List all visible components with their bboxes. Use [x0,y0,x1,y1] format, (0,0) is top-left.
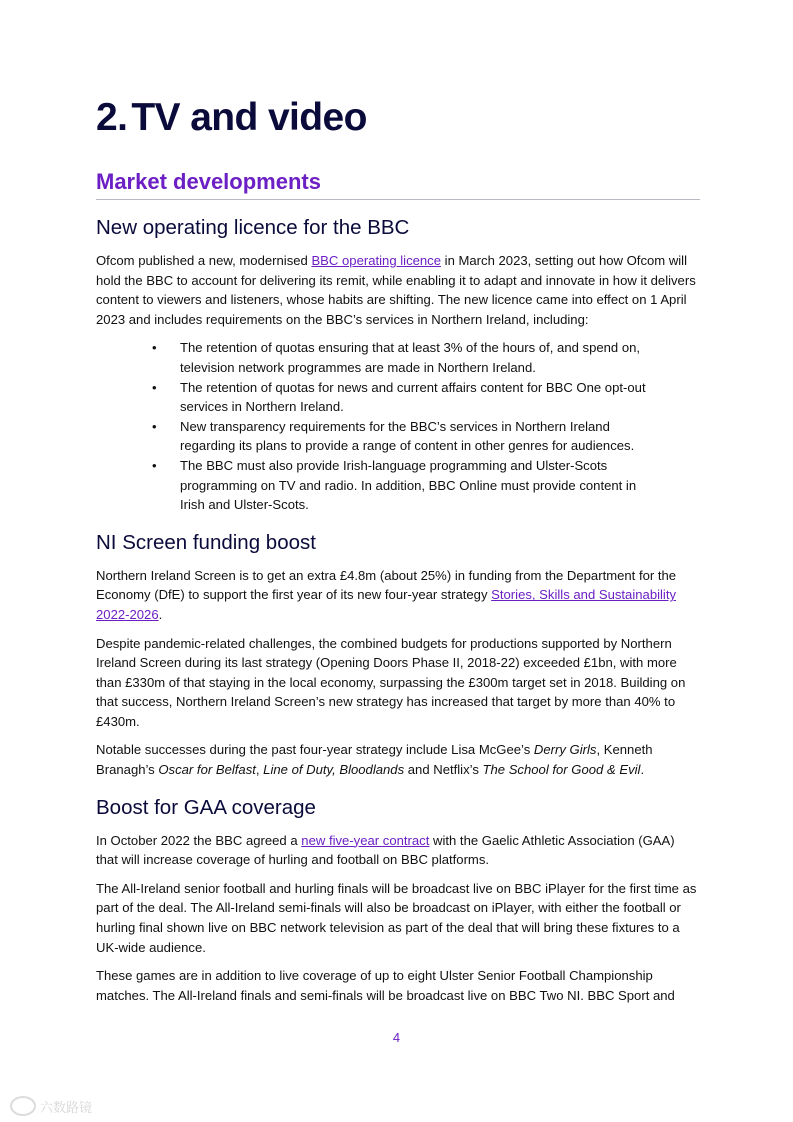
chapter-heading [96,94,700,142]
bullet-icon: • [152,340,157,356]
paragraph [96,831,700,870]
text-run: . [640,762,645,778]
list-item [152,338,700,377]
requirements-list [96,338,700,514]
watermark-logo-icon [10,1096,36,1116]
chapter-title: TV and video [131,96,367,139]
bullet-icon: • [152,379,157,395]
subsection-title-ni-screen: NI Screen funding boost [96,530,316,554]
title-line-of-duty-bloodlands: Line of Duty, Bloodlands [263,762,405,778]
document-page [96,94,700,1014]
section-title: Market developments [96,168,700,200]
paragraph [96,740,700,779]
text-run: , [255,762,264,778]
list-item [152,378,700,417]
watermark-text: 六数路镜 [40,1099,93,1115]
watermark [10,1096,92,1116]
paragraph: These games are in addition to live coverage of up to eight Ulster Senior Football Championship matches. The All-Ireland finals and semi-finals will be broadcast live on BBC Two NI. BBC Sport and [96,968,675,1003]
gaa-contract-link[interactable]: new five-year contract [301,832,430,848]
text-run: In October 2022 the BBC agreed a [96,832,302,848]
paragraph: Despite pandemic-related challenges, the combined budgets for productions supported by Northern Ireland Screen during its last strategy (Opening Doors Phase II, 2018-22) exceeded £1bn, with more than £330m of that staying in the local economy, surpassing the £300m target set in 2018. Building on that success, Northern Ireland Screen’s new strategy has increased that target by more than 40% to £430m. [96,635,686,729]
paragraph [96,566,700,625]
strategy-link[interactable]: Stories, Skills and Sustainability 2022-2026 [96,587,677,622]
text-run: , Kenneth Branagh’s [96,742,653,778]
page-number: 4 [392,1030,401,1045]
list-item-text: New transparency requirements for the BBC’s services in Northern Ireland regarding its plans to provide a range of content in other genres for audiences. [180,418,635,454]
paragraph: The All-Ireland senior football and hurling finals will be broadcast live on BBC iPlayer for the first time as part of the deal. The All-Ireland semi-finals will also be broadcast on iPlayer, with either the football or hurling final shown live on BBC network television as part of the deal that will bring these fixtures to a UK-wide audience. [96,880,697,955]
text-run: Notable successes during the past four-year strategy include Lisa McGee’s [96,742,534,758]
text-run: and Netflix’s [404,762,483,778]
text-run: Northern Ireland Screen is to get an extra £4.8m (about 25%) in funding from the Department for the Economy (DfE) to support the first year of its new four-year strategy [96,567,677,603]
bullet-icon: • [152,418,157,434]
bbc-licence-link[interactable]: BBC operating licence [311,253,442,268]
subsection-title-gaa: Boost for GAA coverage [96,795,316,819]
subsection-title-bbc-licence: New operating licence for the BBC [96,216,410,239]
text-run: in March 2023, setting out how Ofcom will hold the BBC to account for delivering its remit, while enabling it to adapt and innovate in how it delivers content to viewers and listeners, whose habits are shifting. The new licence came into effect on 1 April 2023 and includes requirements on the BBC’s services in Northern Ireland, including: [96,253,696,327]
chapter-number: 2. [96,96,128,139]
bullet-icon: • [152,457,157,473]
list-item [152,417,700,456]
paragraph [96,251,700,329]
title-school-for-good-and-evil: The School for Good & Evil [482,762,641,778]
text-run: with the Gaelic Athletic Association (GAA) that will increase coverage of hurling and football on BBC platforms. [96,832,675,868]
text-run: . [158,606,163,622]
list-item-text: The BBC must also provide Irish-language programming and Ulster-Scots programming on TV and radio. In addition, BBC Online must provide content in Irish and Ulster-Scots. [180,457,637,513]
list-item-text: The retention of quotas for news and current affairs content for BBC One opt-out services in Northern Ireland. [180,379,646,415]
title-derry-girls: Derry Girls [533,742,597,758]
list-item [152,456,700,515]
title-oscar-for-belfast: Oscar for Belfast [158,762,256,778]
text-run: Ofcom published a new, modernised [96,253,312,268]
list-item-text: The retention of quotas ensuring that at least 3% of the hours of, and spend on, television network programmes are made in Northern Ireland. [180,340,641,375]
